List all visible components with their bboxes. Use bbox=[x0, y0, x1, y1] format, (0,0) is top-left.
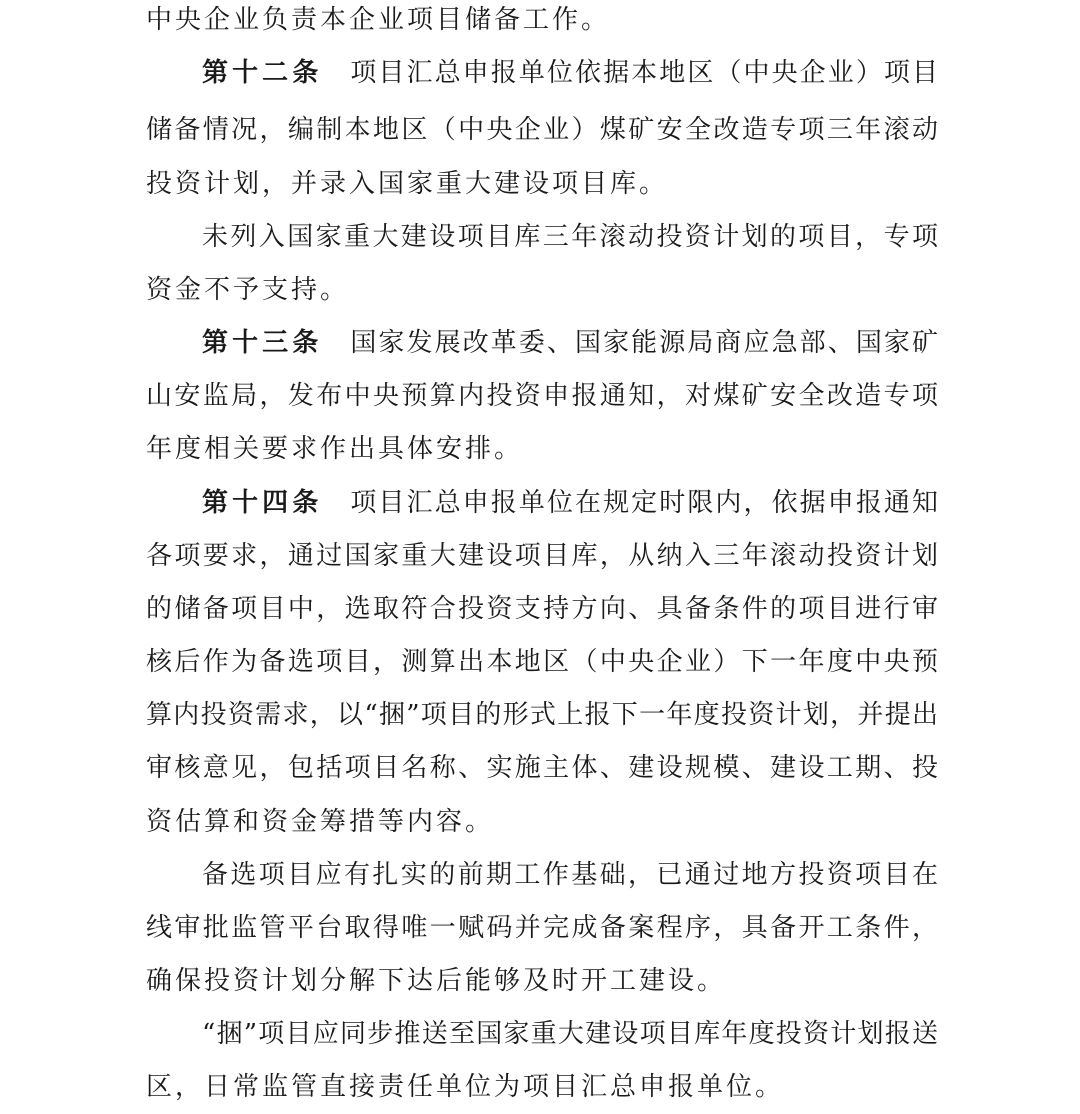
article-number: 第十三条 bbox=[202, 328, 323, 358]
article-number: 第十二条 bbox=[202, 58, 323, 88]
paragraph-line: 资金不予支持。 bbox=[146, 275, 350, 305]
paragraph-line: 山安监局，发布中央预算内投资申报通知，对煤矿安全改造专项 bbox=[146, 381, 938, 411]
paragraph-text: 项目汇总申报单位在规定时限内，依据申报通知 bbox=[350, 488, 938, 518]
paragraph-line: 中央企业负责本企业项目储备工作。 bbox=[146, 5, 611, 35]
article-12-heading-line bbox=[146, 46, 938, 100]
paragraph-line: 各项要求，通过国家重大建设项目库，从纳入三年滚动投资计划 bbox=[146, 541, 938, 571]
paragraph-line: 资估算和资金筹措等内容。 bbox=[146, 807, 495, 837]
article-number: 第十四条 bbox=[202, 488, 323, 518]
article-14-heading-line bbox=[146, 476, 938, 530]
paragraph-line: 算内投资需求，以“捆”项目的形式上报下一年度投资计划，并提出 bbox=[146, 700, 938, 730]
paragraph-line: 线审批监管平台取得唯一赋码并完成备案程序，具备开工条件， bbox=[146, 913, 938, 943]
paragraph-line: 备选项目应有扎实的前期工作基础，已通过地方投资项目在 bbox=[202, 860, 938, 890]
paragraph-line: 审核意见，包括项目名称、实施主体、建设规模、建设工期、投 bbox=[146, 753, 938, 783]
paragraph-line: 确保投资计划分解下达后能够及时开工建设。 bbox=[146, 966, 727, 996]
article-13-heading-line bbox=[146, 316, 938, 370]
paragraph-line: 投资计划，并录入国家重大建设项目库。 bbox=[146, 169, 669, 199]
paragraph-line: 储备情况，编制本地区（中央企业）煤矿安全改造专项三年滚动 bbox=[146, 115, 938, 145]
paragraph-line: 的储备项目中，选取符合投资支持方向、具备条件的项目进行审 bbox=[146, 594, 938, 624]
paragraph-line: 核后作为备选项目，测算出本地区（中央企业）下一年度中央预 bbox=[146, 647, 938, 677]
paragraph-text: 项目汇总申报单位依据本地区（中央企业）项目 bbox=[350, 58, 938, 88]
paragraph-line: 未列入国家重大建设项目库三年滚动投资计划的项目，专项 bbox=[202, 222, 938, 252]
paragraph-text: 国家发展改革委、国家能源局商应急部、国家矿 bbox=[350, 328, 938, 358]
paragraph-line: “捆”项目应同步推送至国家重大建设项目库年度投资计划报送 bbox=[202, 1019, 938, 1049]
paragraph-line: 年度相关要求作出具体安排。 bbox=[146, 434, 524, 464]
paragraph-line: 区，日常监管直接责任单位为项目汇总申报单位。 bbox=[146, 1072, 785, 1102]
